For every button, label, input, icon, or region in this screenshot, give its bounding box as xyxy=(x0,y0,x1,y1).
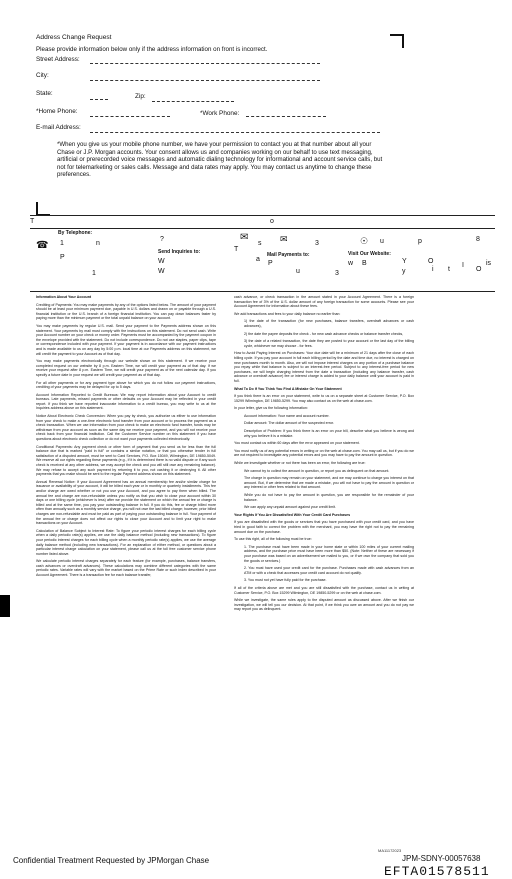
email-input[interactable] xyxy=(90,129,380,133)
state-label: State: xyxy=(36,90,53,97)
fragment-18: 1 xyxy=(92,270,96,277)
right-column-text xyxy=(234,295,414,843)
send-inquiries-label: Send Inquiries to: xyxy=(158,249,201,255)
paragraph: Annual Renewal Notice: If your Account Agreement has an annual membership fee and/or similar charge for issuance or availability of your account, it will be billed each year or in monthly or quarterly installments. This fee and/or charge are owed whether or not you use your Account, and you agree to pay them when billed. The annual fee and charge are non-refundable unless you notify us that you wish to close your account within 30 days or one billing cycle (whichever is less) after we provide the statement on which the annual fee or charge is billed and at the same time, you pay your outstanding balance in full. If you do this, fee or charge billed more often than annually such as a monthly service charge, you will not owe the last billed charge; however, prior billed charges are non-refundable and must be paid as part of paying your outstanding balance in full. Your payment of the annual fee or charge does not affect our rights to close your Account and to limit your right to make transactions on your Account. xyxy=(36,479,216,526)
fragment-24: t xyxy=(448,266,450,273)
street-label: Street Address: xyxy=(36,56,80,63)
paragraph: Calculation of Balance Subject to Interest Rate: To figure your periodic interest charges for each billing cycle when a daily periodic rate(s) applies, we use the daily balance method (including new transactions). To figure your periodic interest charges for each billing cycle when a monthly periodic rate(s) applies, we use the average daily balance method (including new transactions). For an explanation of either method, or questions about a particular interest charge calculation on your statement, please call us at the toll free customer service phone number listed above. xyxy=(36,528,216,556)
paragraph: While we investigate whether or not there has been an error, the following are true: xyxy=(234,461,366,466)
paragraph: We add transactions and fees to your daily balance no earlier than: xyxy=(234,311,341,316)
zip-input[interactable] xyxy=(152,98,234,102)
fragment-10: P xyxy=(60,254,65,261)
mail-icon: ✉ xyxy=(280,234,288,244)
state-input[interactable] xyxy=(90,96,108,100)
paragraph: If you are dissatisfied with the goods or services that you have purchased with your credit card, and you have tried in good faith to correct the problem with the merchant, you may have the right not to pay the remaining amount due on the purchase. xyxy=(234,520,414,534)
fragment-8: p xyxy=(418,238,422,245)
list-item: We can apply any unpaid amount against your credit limit. xyxy=(244,505,337,510)
fragment-1: 1 xyxy=(60,240,64,247)
fragment-2: n xyxy=(96,240,100,247)
section-heading: Your Rights If You Are Dissatisfied With Your Credit Card Purchases xyxy=(234,512,351,517)
street-input[interactable] xyxy=(90,57,320,64)
left-column-text xyxy=(36,295,216,848)
paragraph: You must notify us of any potential errors in writing or on the web at chase.com. You may call us, but if you do we are not required to investigate any potential errors and you may have to pay the amount in question. xyxy=(234,448,414,458)
telephone-label: By Telephone: xyxy=(58,230,93,236)
list-item: 3) the date of a related transaction, the date they are posted to your account or the last day of the billing cycle, whichever we may choose - for fees. xyxy=(244,339,414,348)
paragraph: For all other payments or for any payment type above for which you do not follow our payment instructions, crediting of your payments may be delayed for up to 5 days. xyxy=(36,380,216,390)
paragraph: If you think there is an error on your statement, write to us on a separate sheet at Customer Service, P.O. Box 15299 Wilmington, DE 19850-5299. You may also contact us on the web at chase.com. xyxy=(234,394,414,403)
contact-strip xyxy=(30,215,495,292)
list-item: 1. The purchase must have been made in your home state or within 100 miles of your current mailing address, and the purchase price must have been more than $50. (Note: Neither of these are necessary if your purchase was based on an advertisement we mailed to you, or if we own the company that sold you the goods or services.) xyxy=(244,544,414,563)
paragraph: If all of the criteria above are met and you are still dissatisfied with the purchase, contact us in writing at Customer Service, P.O. Box 15299 Wilmington, DE 19850-5299 or on the web at chase.com. xyxy=(234,585,414,595)
paragraph: To use this right, all of the following must be true: xyxy=(234,537,312,542)
list-item: Dollar amount: The dollar amount of the suspected error. xyxy=(244,421,335,426)
margin-tab xyxy=(0,595,10,617)
mobile-consent-text: *When you give us your mobile phone number, we have your permission to contact you at that number about all your Chase or J.P. Morgan accounts. Your consent allows us and companies working on our behalf to use text messaging, artificial or prerecorded voice messages and automatic dialing technology for informational and account service calls, but not for telemarketing or sales calls. Message and data rates may apply. You may contact us anytime to change these preferences. xyxy=(57,141,383,179)
fragment-16: Y xyxy=(402,258,407,265)
zip-label: Zip: xyxy=(135,93,146,100)
list-item: We cannot try to collect the amount in question, or report you as delinquent on that amount. xyxy=(244,468,390,473)
list-item: 2. You must have used your credit card for the purchase. Purchases made with cash advances from an ATM or with a check that accesses your credit card account do not qualify. xyxy=(244,566,414,575)
paragraph: Conditional Payments: Any payment check or other form of payment that you send us for less than the full balance due that is marked "paid in full" or contains a similar notation, or that you otherwise tender in full satisfaction of a disputed amount, must be sent to Card Services, P.O. Box 15049, Wilmington, DE 19850-5049. We reserve all our rights regarding these payments (e.g., if it is determined there is no valid dispute or if any such check is received at any other address, we may accept the check and you will still owe any remaining balance). We may refuse to accept any such payment by returning it to you, not cashing it or destroying it. All other payments that you make should be sent to the regular Payment address shown on this statement. xyxy=(36,444,216,477)
list-item: Description of Problem: If you think there is an error on your bill, describe what you believe is wrong and why you believe it is a mistake. xyxy=(244,429,414,438)
fragment-27: is xyxy=(486,260,492,267)
paragraph: While we investigate, the same rules apply to the disputed amount as discussed above. After we finish our investigation, we will tell you our decision. At that point, if we think you owe an amount and you do not pay we may report you as delinquent. xyxy=(234,598,414,612)
paragraph: In your letter, give us the following information: xyxy=(234,406,308,411)
efta-number: EFTA01578511 xyxy=(384,864,490,879)
list-item: 1) the date of the transaction (for new purchases, balance transfers, overdraft advances or cash advances), xyxy=(244,319,414,328)
home-phone-label: *Home Phone: xyxy=(36,108,78,115)
home-phone-input[interactable] xyxy=(90,113,170,117)
strip-letter-o: o xyxy=(270,218,274,225)
fragment-21: 3 xyxy=(335,270,339,277)
paragraph: Crediting of Payments: You may make payments by any of the options listed below. The amount of your payment should be at least your minimum payment due, payable in U.S. dollars and drawn on or payable through a U.S. financial institution or the U.S. branch of a foreign financial institution. You can pay down balances faster by paying more than the minimum payment or the total unpaid balance on your account. xyxy=(36,302,216,321)
form-title: Address Change Request xyxy=(36,34,112,41)
paragraph: You must contact us within 60 days after the error appeared on your statement. xyxy=(234,441,360,446)
bates-number: JPM-SDNY-00057638 xyxy=(402,854,481,863)
fragment-4: T xyxy=(234,246,239,253)
fragment-26: O xyxy=(476,266,482,273)
email-label: E-mail Address: xyxy=(36,124,81,131)
mail-payments-label: Mail Payments to: xyxy=(267,252,310,258)
form-instruction: Please provide information below only if the address information on front is incorrect. xyxy=(36,46,268,53)
city-label: City: xyxy=(36,72,49,79)
strip-divider xyxy=(30,228,495,229)
work-phone-label: *Work Phone: xyxy=(200,110,240,117)
strip-letter-t: T xyxy=(30,218,35,225)
fragment-15: B xyxy=(362,260,367,267)
form-code: MA11172023 xyxy=(378,848,402,853)
fragment-17: O xyxy=(428,258,434,265)
paragraph: Account Information Reported to Credit Bureaus: We may report information about your Account to credit bureaus. Late payments, missed payments or other defaults on your Account may be reflected in your credit report. If you think we have reported inaccurate information to a credit bureau, you may write to us at the Inquiries address above on this statement. xyxy=(36,392,216,411)
fragment-3: ? xyxy=(160,236,164,243)
fragment-13: P xyxy=(268,260,273,267)
paragraph: Notice About Electronic Check Conversion: When you pay by check, you authorize us either to use information from your check to make a one-time electronic fund transfer from your account or to process the payment as a check transaction. When we use information from your check to make an electronic fund transfer, funds may be withdrawn from your account as soon as the same day we receive your payment, and you will not receive your check back from your financial institution. Call the Customer Service number on this statement if you have questions about electronic check collection or do not want your payments collected electronically. xyxy=(36,414,216,442)
fragment-23: i xyxy=(432,266,434,273)
list-item: Account information: Your name and account number. xyxy=(244,413,330,418)
paragraph: How to Avoid Paying Interest on Purchases: Your due date will be a minimum of 21 days after the close of each billing cycle. If you pay your account in full each billing period by the date and time due, no interest is charged on new purchases month to month. Also, we will not impose interest charges on any portion of a purchase balance you repay while that balance is subject to an interest-free period. Subject to any interest-free period for new purchases, we will begin charging interest from the date a transaction (including any balance transfer, cash advance or overdraft advance) fee or interest charge is added to your daily balance until your account is paid in full. xyxy=(234,351,414,383)
globe-icon: ☉ xyxy=(360,236,369,246)
fragment-9: 8 xyxy=(476,236,480,243)
list-item: While you do not have to pay the amount in question, you are responsible for the remainder of your balance. xyxy=(244,493,414,502)
fragment-22: y xyxy=(402,268,406,275)
fragment-14: w xyxy=(348,260,354,267)
fragment-25: I xyxy=(462,262,464,269)
fragment-11: W xyxy=(158,258,165,265)
visit-website-label: Visit Our Website: xyxy=(348,251,391,257)
fragment-19: W xyxy=(158,268,165,275)
phone-icon: ☎ xyxy=(36,240,49,251)
fragment-5: s xyxy=(258,240,262,247)
corner-mark-bottom-left xyxy=(36,202,50,216)
envelope-icon: ✉ xyxy=(240,232,249,243)
work-phone-input[interactable] xyxy=(246,113,326,117)
paragraph: You may make payments electronically through our website shown on this statement. If we receive your completed request on our website by 8 p.m. Eastern Time, we will credit your payment as of that day. If we receive your request after 8 p.m. Eastern Time, we will credit your payment as of the next calendar day. If you specify a future date in your request we will credit your payment as of that day. xyxy=(36,359,216,377)
list-item: 2) the date the payee deposits the check - for new cash advance checks or balance transfer checks, xyxy=(244,331,404,336)
fragment-20: u xyxy=(296,268,300,275)
section-heading: Information About Your Account xyxy=(36,295,92,299)
fragment-6: 3 xyxy=(315,240,319,247)
section-heading: What To Do If You Think You Find A Mistake On Your Statement xyxy=(234,386,342,391)
confidential-notice: Confidential Treatment Requested by JPMorgan Chase xyxy=(13,856,210,865)
paragraph: We calculate periodic interest charges separately for each feature (for example, purchases, balance transfers, cash advances or overdraft advances). These calculations may combine different categories with the same periodic rates. Variable rates will vary with the market based on the Prime Rate or such index described in your Account Agreement. There is a transaction fee for each balance transfer, xyxy=(36,559,216,578)
paragraph: cash advance, or check transaction in the amount stated in your Account Agreement. There is a foreign transaction fee of 3% of the U.S. dollar amount of any foreign transaction for some accounts. Please see your Account Agreement for information about these fees. xyxy=(234,295,414,309)
fragment-7: u xyxy=(380,238,384,245)
list-item: The charge in question may remain on your statement, and we may continue to charge you interest on that amount. But, if we determine that we made a mistake, you will not have to pay the amount in question or any interest or other fees related to that amount. xyxy=(244,476,414,490)
paragraph: You may make payments by regular U.S. mail. Send your payment to the Payments address shown on this statement. Your payments by mail must comply with the instructions on this statement. Do not send cash. Write your Account number on your check or money order. Payments must be accompanied by the payment coupon in the envelope provided with the statement. Do not include correspondence. Do not use staples, paper clips, tape or correspondence included with your payment. If your payment is in accordance with our payment instructions and is made available to us on any day by 5:00 p.m. local time at our Payments address on this statement, we will credit the payment to your Account as of that day. xyxy=(36,323,216,356)
fragment-12: a xyxy=(256,256,260,263)
city-input[interactable] xyxy=(90,76,320,81)
list-item: 3. You must not yet have fully paid for the purchase. xyxy=(244,578,327,583)
corner-mark-top-right xyxy=(390,34,404,48)
